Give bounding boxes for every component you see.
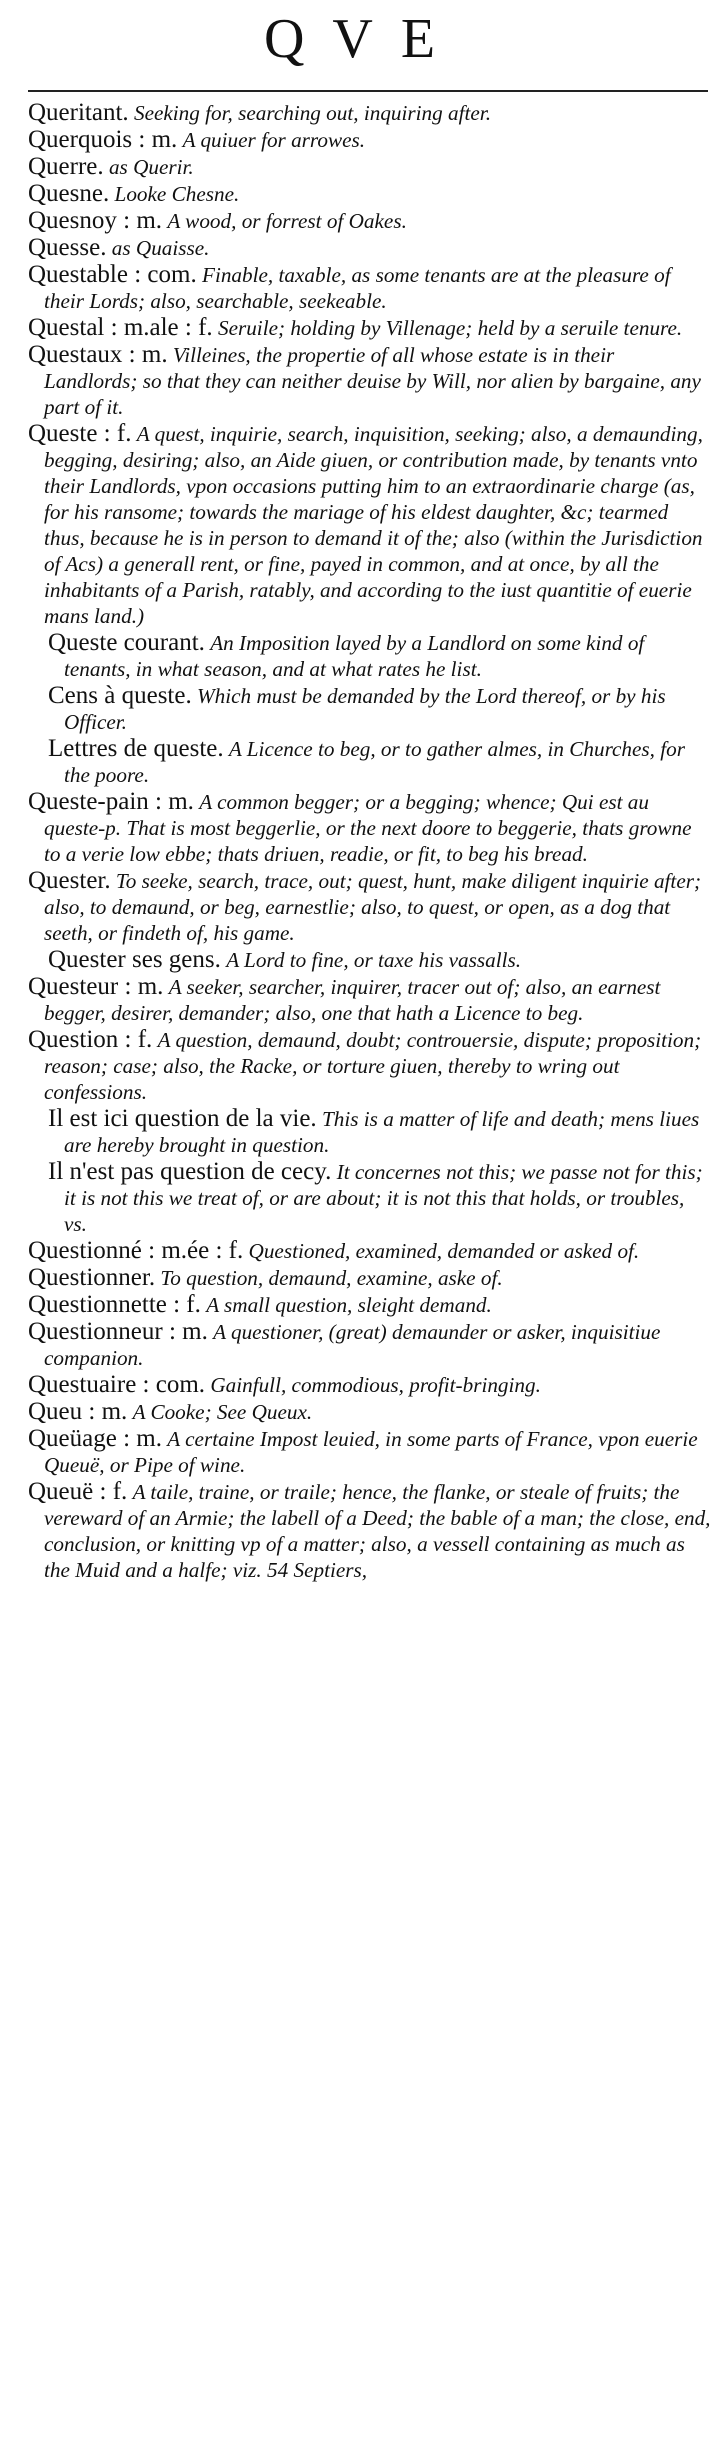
entry-definition: A question, demaund, doubt; controuersie, dispute; proposition; reason; case; also, the Racke, or torture giuen, thereby to wring out confessions. [44,1028,702,1104]
dictionary-entry [28,947,712,973]
entry-headword: Queste-pain : m. [28,788,194,815]
dictionary-entry [28,683,712,735]
entry-headword: Queu : m. [28,1398,128,1425]
entry-definition: A Licence to beg, or to gather almes, in Churches, for the poore. [64,737,685,787]
entry-definition: Questioned, examined, demanded or asked of. [248,1239,640,1263]
entry-definition: Finable, taxable, as some tenants are at the pleasure of their Lords; also, searchable, seekeable. [44,263,671,313]
dictionary-entry [28,1159,712,1237]
dictionary-entry [28,181,712,207]
entry-definition: A seeker, searcher, inquirer, tracer out of; also, an earnest begger, desirer, demander; also, one that hath a Licence to beg. [44,975,661,1025]
entry-headword: Il est ici question de la vie. [48,1105,317,1132]
entry-headword: Queste : f. [28,420,132,447]
entry-definition: as Quaisse. [111,236,210,260]
entry-definition: A common begger; or a begging; whence; Qui est au queste-p. That is most beggerlie, or the next doore to beggerie, thats growne to a verie low ebbe; thats driuen, readie, or fit, to beg his bread. [44,790,692,866]
entry-definition: A quiuer for arrowes. [182,128,366,152]
entry-headword: Questuaire : com. [28,1371,206,1398]
entry-definition: A quest, inquirie, search, inquisition, seeking; also, a demaunding, begging, desiring; also, an Aide giuen, or contribution made, by tenants vnto their Landlords, vpon occasions putting him to an extraordinarie charge (as, for his ransome; towards the mariage of his eldest daughter, &c; tearmed thus, because he is in person to demand it of the; also (within the Jurisdiction of Acs) a generall rent, or fine, payed in common, and at once, by all the inhabitants of a Parish, ratably, and according to the iust quantitie of euerie mans land.) [44,422,703,628]
dictionary-entry [28,1319,712,1371]
entry-headword: Quester ses gens. [48,946,221,973]
dictionary-entry [28,421,712,629]
entry-definition: Seruile; holding by Villenage; held by a seruile tenure. [217,316,683,340]
entry-definition: A Cooke; See Queux. [132,1400,313,1424]
dictionary-entry [28,1426,712,1478]
entry-definition: An Imposition layed by a Landlord on some kind of tenants, in what season, and at what rates he list. [64,631,645,681]
entry-headword: Quesnoy : m. [28,207,163,234]
entry-headword: Querquois : m. [28,126,178,153]
entry-definition: A Lord to fine, or taxe his vassalls. [226,948,522,972]
dictionary-entry [28,208,712,234]
entry-headword: Il n'est pas question de cecy. [48,1158,332,1185]
entry-definition: A wood, or forrest of Oakes. [167,209,407,233]
entry-list [28,100,712,1584]
entry-definition: Seeking for, searching out, inquiring after. [133,101,491,125]
dictionary-entry [28,736,712,788]
entry-headword: Lettres de queste. [48,735,224,762]
dictionary-entry [28,1027,712,1105]
entry-definition: A small question, sleight demand. [206,1293,492,1317]
entry-definition: Villeines, the propertie of all whose estate is in their Landlords; so that they can neither deuise by Will, nor alien by bargaine, any part of it. [44,343,701,419]
entry-definition: It concernes not this; we passe not for this; it is not this we treat of, or are about; it is not this that holds, or troubles, vs. [64,1160,703,1236]
dictionary-entry [28,1372,712,1398]
dictionary-entry [28,315,712,341]
entry-headword: Queuë : f. [28,1478,128,1505]
dictionary-entry [28,1399,712,1425]
entry-headword: Questionner. [28,1264,156,1291]
dictionary-entry [28,154,712,180]
dictionary-entry [28,789,712,867]
entry-headword: Queüage : m. [28,1425,162,1452]
entry-definition: To seeke, search, trace, out; quest, hunt, make diligent inquirie after; also, to demaund, or beg, earnestlie; also, to quest, or open, as a dog that seeth, or findeth of, his game. [44,869,702,945]
entry-headword: Quesne. [28,180,110,207]
entry-headword: Questeur : m. [28,973,164,1000]
dictionary-entry [28,127,712,153]
dictionary-entry [28,630,712,682]
entry-headword: Cens à queste. [48,682,192,709]
dictionary-entry [28,1106,712,1158]
entry-definition: Which must be demanded by the Lord thereof, or by his Officer. [64,684,666,734]
entry-headword: Quesse. [28,234,107,261]
entry-headword: Queritant. [28,99,129,126]
entry-definition: A certaine Impost leuied, in some parts of France, vpon euerie Queuë, or Pipe of wine. [44,1427,698,1477]
entry-definition: Looke Chesne. [114,182,240,206]
entry-definition: A questioner, (great) demaunder or asker, inquisitiue companion. [44,1320,661,1370]
entry-headword: Questionneur : m. [28,1318,208,1345]
entry-headword: Queste courant. [48,629,205,656]
entry-headword: Questaux : m. [28,341,168,368]
entry-headword: Questal : m.ale : f. [28,314,213,341]
header-rule [28,90,708,92]
entry-definition: A taile, traine, or traile; hence, the flanke, or steale of fruits; the vereward of an Armie; the labell of a Deed; the bable of a man; the close, end, conclusion, or knitting vp of a matter; also, a vessell containing as much as the Muid and a halfe; viz. 54 Septiers, [44,1480,711,1582]
dictionary-entry [28,974,712,1026]
dictionary-entry [28,342,712,420]
entry-headword: Quester. [28,867,111,894]
entry-definition: as Querir. [108,155,194,179]
entry-definition: Gainfull, commodious, profit-bringing. [210,1373,541,1397]
entry-headword: Questionnette : f. [28,1291,201,1318]
dictionary-entry [28,868,712,946]
dictionary-entry [28,1292,712,1318]
page-title: QVE [263,8,464,70]
dictionary-entry [28,1238,712,1264]
dictionary-entry [28,1479,712,1583]
entry-definition: This is a matter of life and death; mens liues are hereby brought in question. [64,1107,700,1157]
entry-headword: Questable : com. [28,261,197,288]
entry-headword: Querre. [28,153,104,180]
entry-definition: To question, demaund, examine, aske of. [160,1266,503,1290]
dictionary-entry [28,262,712,314]
entry-headword: Question : f. [28,1026,153,1053]
entry-headword: Questionné : m.ée : f. [28,1237,244,1264]
dictionary-entry [28,1265,712,1291]
dictionary-entry [28,100,712,126]
dictionary-entry [28,235,712,261]
